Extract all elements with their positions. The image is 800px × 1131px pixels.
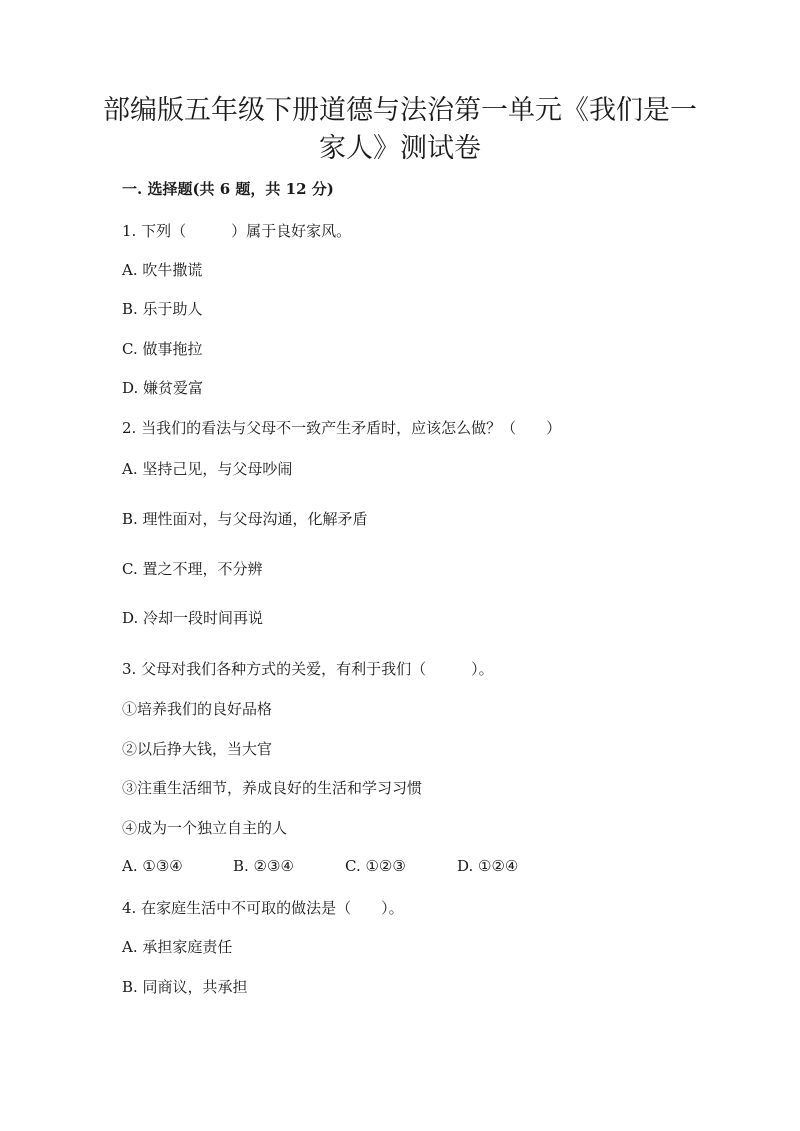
question-1-stem: 1. 下列（ ）属于良好家风。 (122, 222, 352, 240)
question-1-option-a: A. 吹牛撒谎 (122, 261, 203, 279)
title-line-2: 家人》测试卷 (319, 133, 481, 164)
page-title (0, 92, 800, 168)
question-4-stem: 4. 在家庭生活中不可取的做法是（ ）。 (122, 899, 404, 917)
question-3-option-b: B. ②③④ (233, 857, 294, 875)
question-3-option-d: D. ①②④ (457, 857, 519, 875)
section-heading: 一. 选择题(共 6 题，共 12 分) (122, 180, 334, 198)
question-3-stem: 3. 父母对我们各种方式的关爱，有利于我们（ ）。 (122, 660, 494, 678)
question-3-option-c: C. ①②③ (345, 857, 406, 875)
question-3-option-a: A. ①③④ (122, 857, 183, 875)
question-1-option-c: C. 做事拖拉 (122, 340, 203, 358)
question-2-option-a: A. 坚持己见，与父母吵闹 (122, 460, 293, 478)
question-2-option-d: D. 冷却一段时间再说 (122, 609, 264, 627)
question-3-item-4: ④成为一个独立自主的人 (122, 819, 288, 837)
question-2-stem: 2. 当我们的看法与父母不一致产生矛盾时，应该怎么做？（ ） (122, 419, 562, 437)
question-4-option-a: A. 承担家庭责任 (122, 938, 233, 956)
question-1-option-d: D. 嫌贫爱富 (122, 379, 204, 397)
question-2-option-c: C. 置之不理，不分辨 (122, 560, 263, 578)
question-3-item-2: ②以后挣大钱，当大官 (122, 740, 273, 758)
question-4-option-b: B. 同商议，共承担 (122, 978, 248, 996)
question-2-option-b: B. 理性面对，与父母沟通，化解矛盾 (122, 510, 368, 528)
question-1-option-b: B. 乐于助人 (122, 300, 203, 318)
question-3-item-3: ③注重生活细节，养成良好的生活和学习习惯 (122, 779, 423, 797)
title-line-1: 部编版五年级下册道德与法治第一单元《我们是一 (103, 95, 697, 126)
question-3-item-1: ①培养我们的良好品格 (122, 700, 273, 718)
